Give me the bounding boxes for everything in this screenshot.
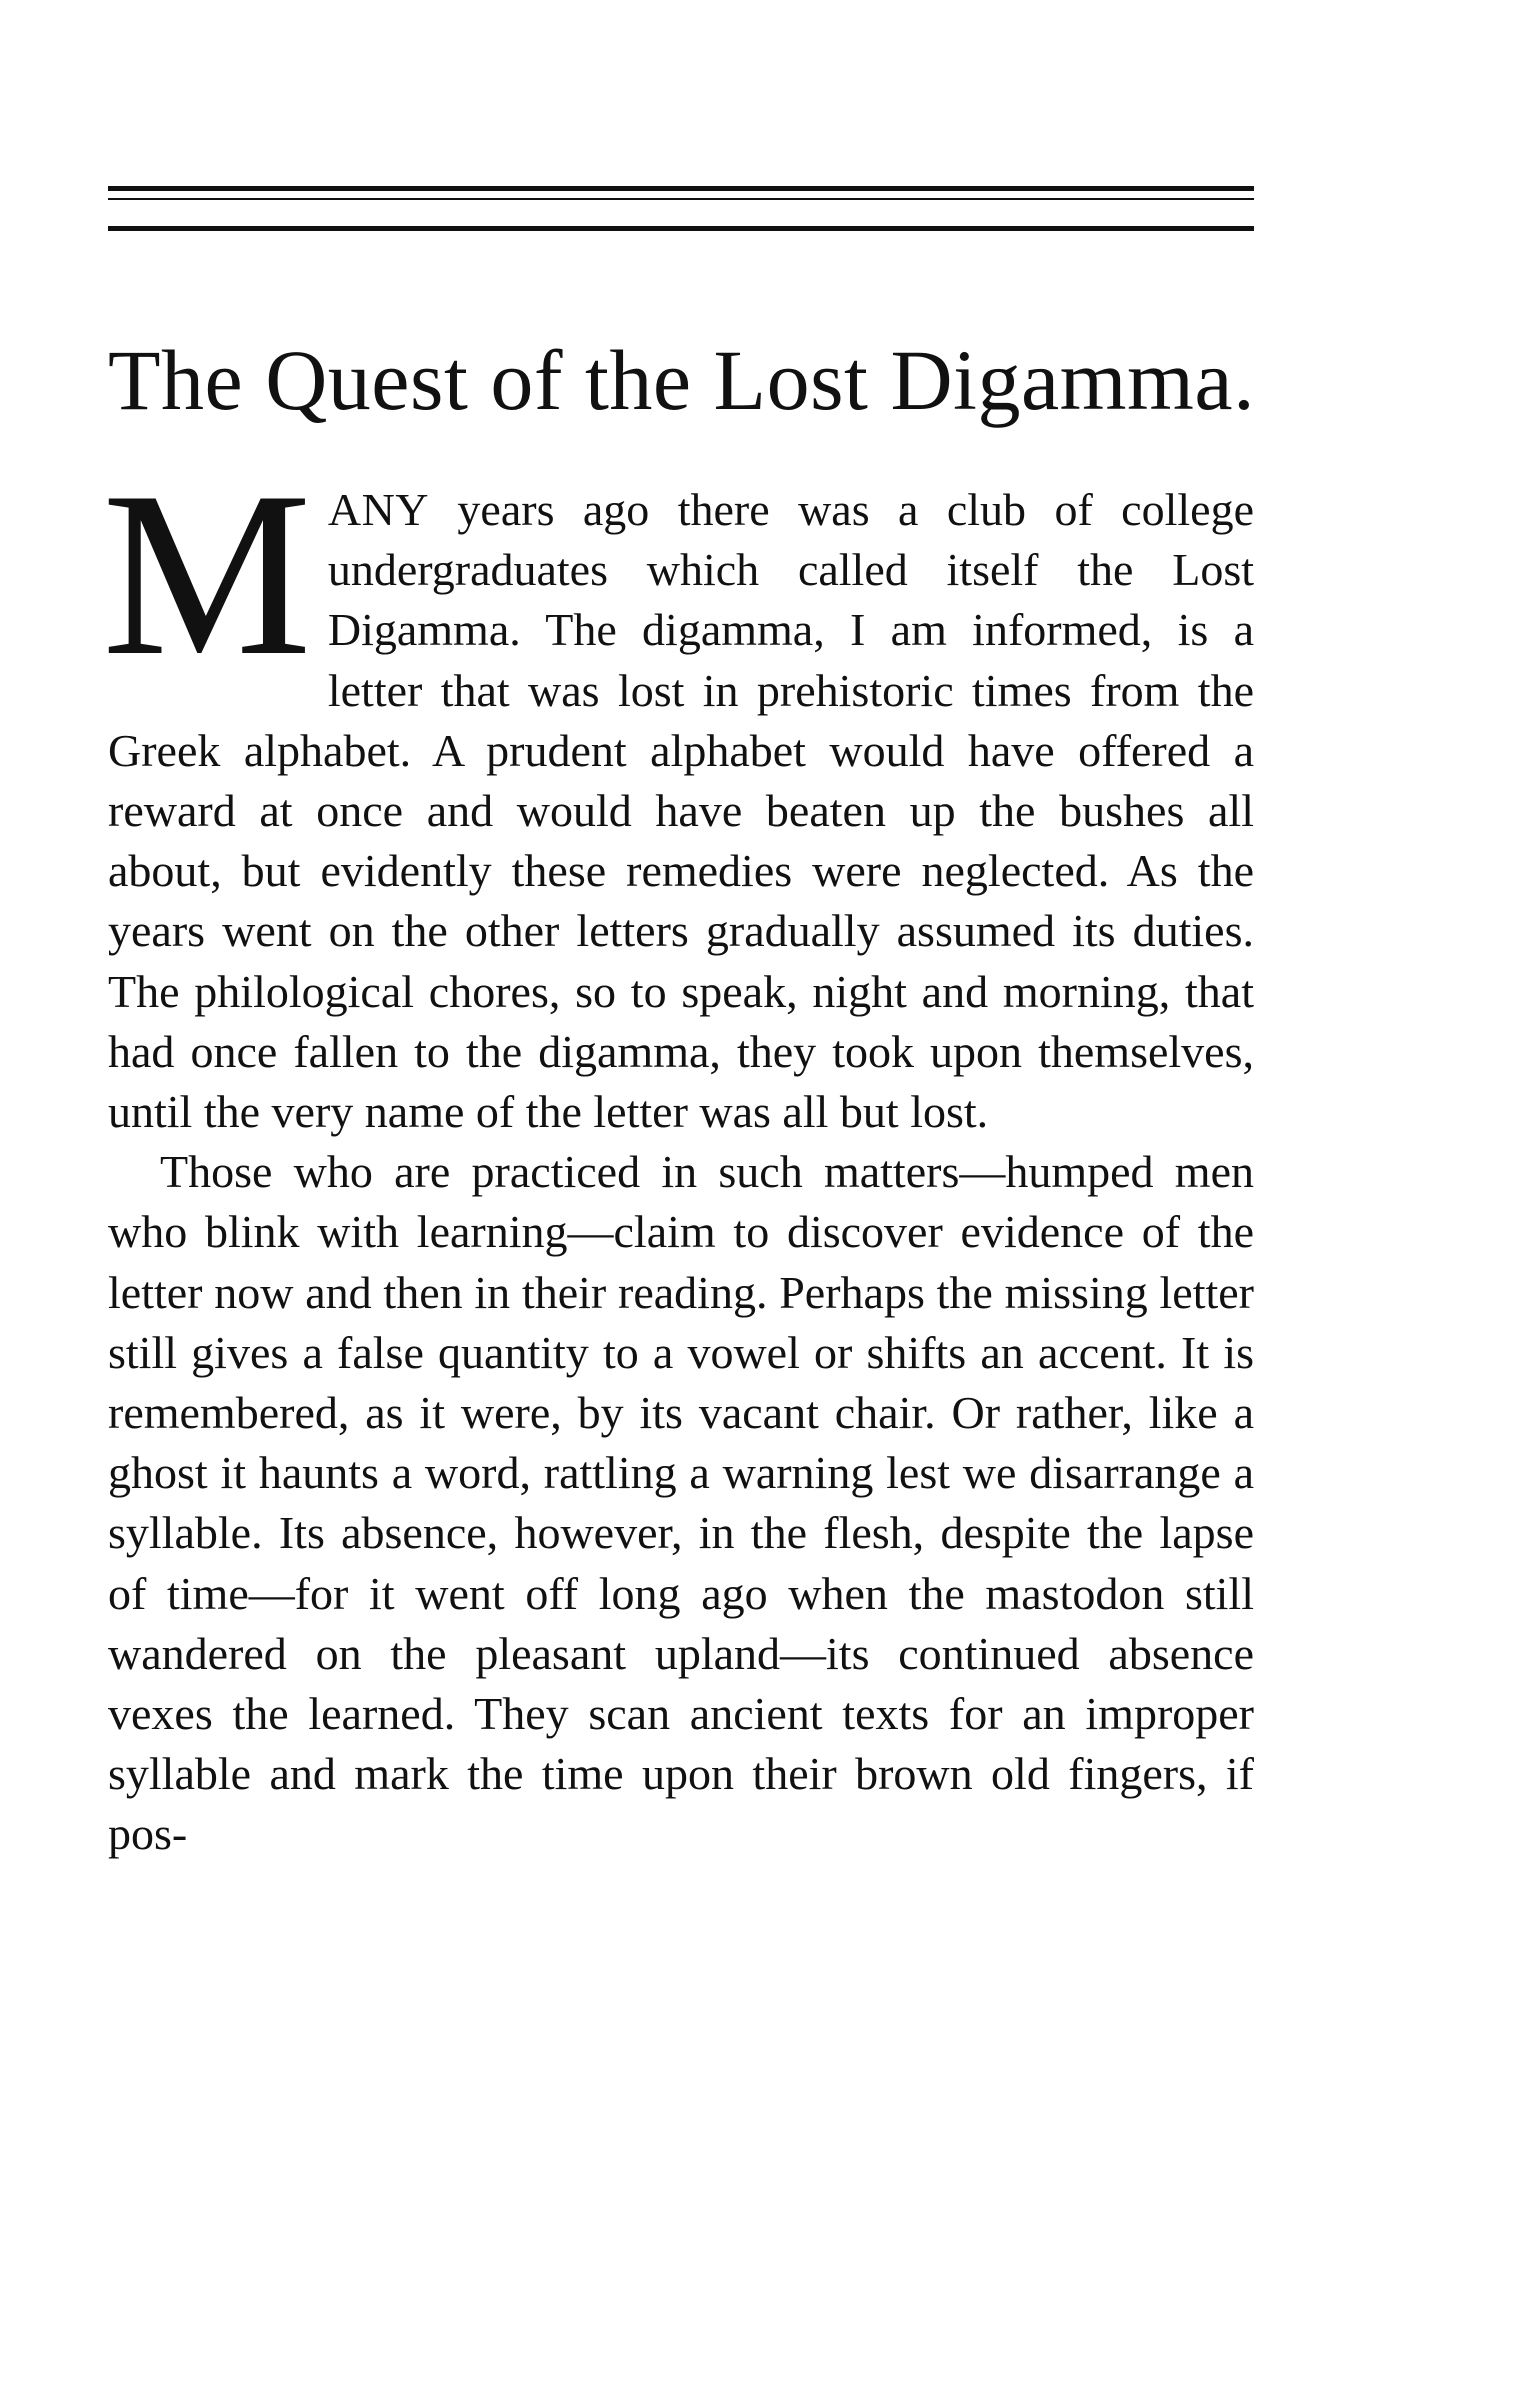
header-rule-thick-top [108,186,1254,191]
chapter-body [102,444,1254,1865]
header-rule-thin [108,198,1254,200]
drop-cap: M [102,444,312,705]
chapter-title: The Quest of the Lost Digamma. [108,332,1256,428]
first-word-smallcaps: ANY [327,484,430,535]
paragraph-1 [102,444,1254,1142]
paragraph-2: Those who are practiced in such matters—humped men who blink with learning—claim to discover evidence of the letter now and then in their reading. Perhaps the missing letter still gives a false quantity to a vowel or shifts an accent. It is remembered, as it were, by its vacant chair. Or rather, like a ghost it haunts a word, rattling a warning lest we disarrange a syllable. Its absence, however, in the flesh, despite the lapse of time—for it went off long ago when the mastodon still wandered on the pleasant upland—its continued absence vexes the learned. They scan ancient texts for an improper syllable and mark the time upon their brown old fingers, if pos- [108,1146,1254,1860]
header-rule-thick-bottom [108,226,1254,231]
paragraph-1-text: years ago there was a club of college undergraduates which called itself the Lost Digamma. The digamma, I am informed, is a letter that was lost in prehistoric times from the Greek alphabet. A prudent alphabet would have offered a reward at once and would have beaten up the bushes all about, but evidently these remedies were neglected. As the years went on the other letters gradually assumed its duties. The philological chores, so to speak, night and morning, that had once fallen to the digamma, they took upon themselves, until the very name of the letter was all but lost. [108,484,1254,1138]
